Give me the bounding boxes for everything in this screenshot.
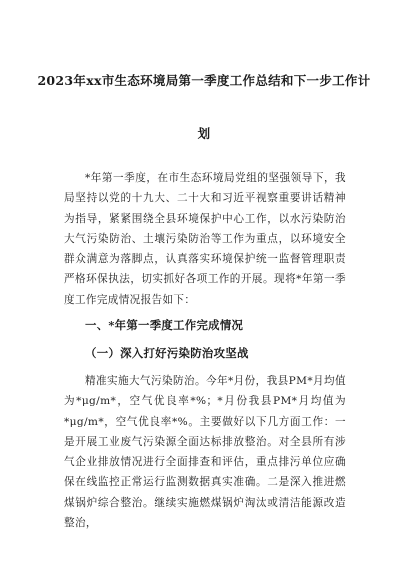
section-heading: 一、*年第一季度工作完成情况 bbox=[85, 318, 244, 332]
document-title-line-1: 2023年xx市生态环境局第一季度工作总结和下一步工作计 bbox=[37, 73, 371, 88]
subsection-heading: （一）深入打好污染防治攻坚战 bbox=[85, 346, 249, 360]
document-title-line-2: 划 bbox=[197, 126, 211, 141]
intro-paragraph: *年第一季度，在市生态环境局党组的坚强领导下，我局坚持以党的十九大、二十大和习近平视察重要讲话精神为指导，紧紧围绕全县环境保护中心工作，以水污染防治大气污染防治、土壤污染防治等工作为重点，以环境安全群众满意为落脚点，认真落实环境保护统一监督管理职责严格环保执法，切实抓好各项工作的开展。现将*年第一季度工作完成情况报告如下： bbox=[64, 172, 346, 306]
body-paragraph: 精准实施大气污染防治。今年*月份，我县PM*月均值为*μg/m*，空气优良率*%；*月份我县PM*月均值为*μg/m*，空气优良率*%。主要做好以下几方面工作：一是开展工业废气污染源全面达标排放整治。对全县所有涉气企业排放情况进行全面排查和评估，重点排污单位应确保在线监控正常运行监测数据真实准确。二是深入推进燃煤锅炉综合整治。继续实施燃煤锅炉淘汰或清洁能源改造整治， bbox=[64, 375, 346, 530]
